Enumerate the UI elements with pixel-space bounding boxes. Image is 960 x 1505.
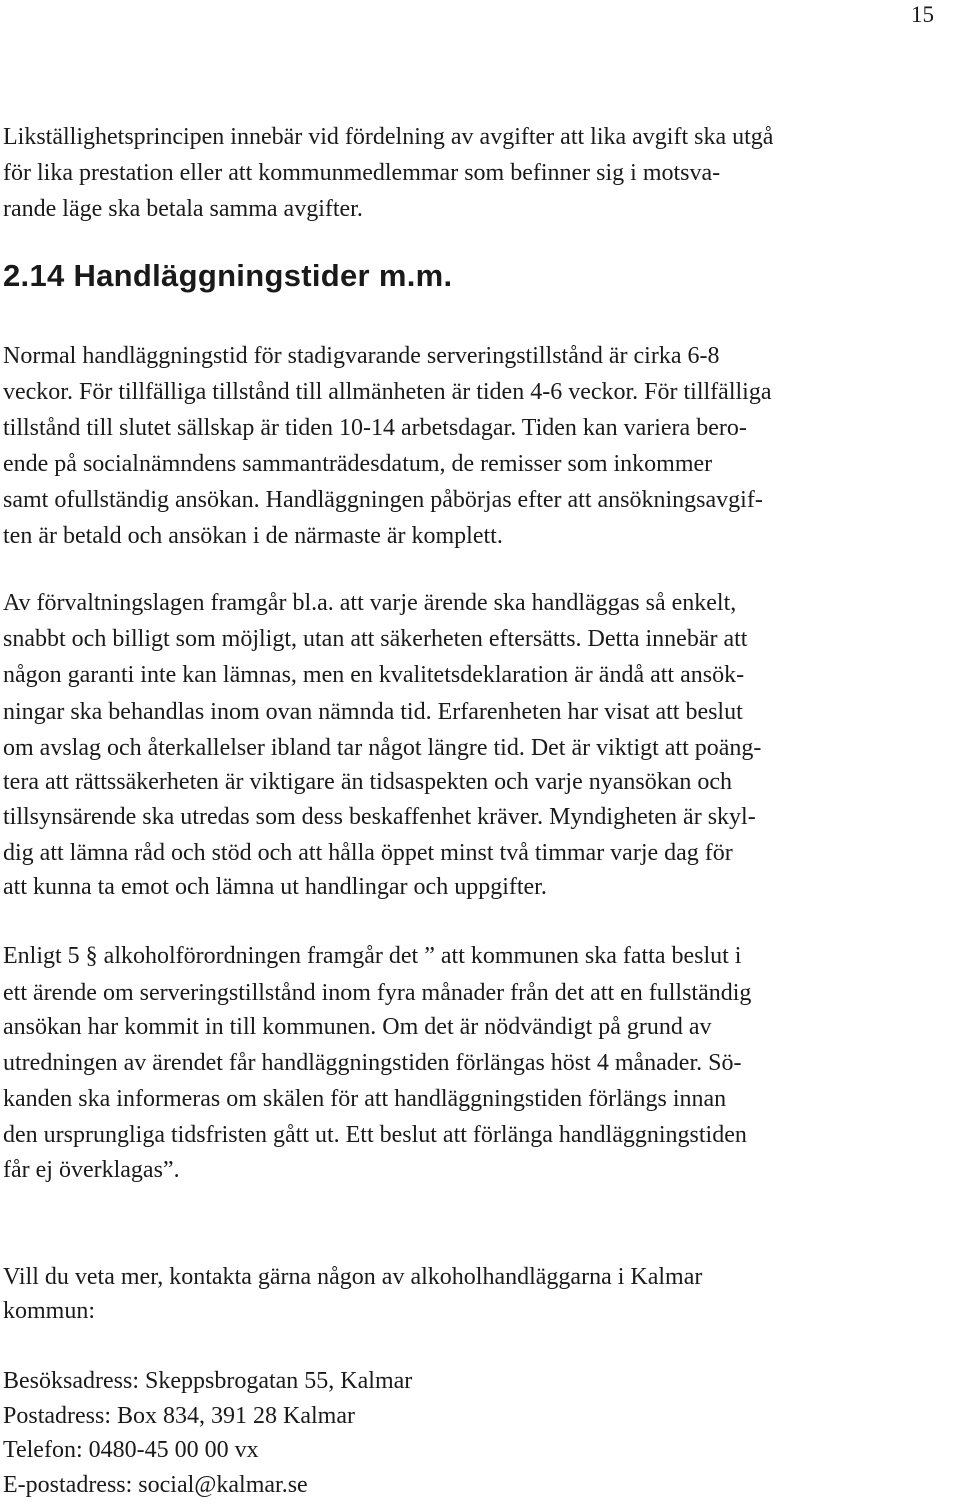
section-heading: 2.14 Handläggningstider m.m. [3, 258, 453, 293]
text-line: samt ofullständig ansökan. Handläggningen påbörjas efter att ansökningsavgif- [3, 487, 763, 513]
text-line: snabbt och billigt som möjligt, utan att säkerheten eftersätts. Detta innebär att [3, 626, 748, 652]
phone-number: Telefon: 0480-45 00 00 vx [3, 1437, 259, 1463]
text-line: ende på socialnämndens sammanträdesdatum, de remisser som inkommer [3, 451, 713, 477]
text-line: får ej överklagas”. [3, 1157, 180, 1183]
text-line: ningar ska behandlas inom ovan nämnda tid. Erfarenheten har visat att beslut [3, 699, 743, 725]
text-line: tera att rättssäkerheten är viktigare än tidsaspekten och varje nyansökan och [3, 769, 733, 795]
text-line: tillsynsärende ska utredas som dess beskaffenhet kräver. Myndigheten är skyl- [3, 804, 756, 830]
text-line: ett ärende om serveringstillstånd inom fyra månader från det att en fullständig [3, 980, 752, 1006]
text-line: att kunna ta emot och lämna ut handlingar och uppgifter. [3, 874, 547, 900]
text-line: dig att lämna råd och stöd och att hålla öppet minst två timmar varje dag för [3, 840, 733, 866]
text-line: Normal handläggningstid för stadigvarande serveringstillstånd är cirka 6-8 [3, 343, 720, 369]
text-line: den ursprungliga tidsfristen gått ut. Ett beslut att förlänga handläggningstiden [3, 1122, 747, 1148]
text-line: för lika prestation eller att kommunmedlemmar som befinner sig i motsva- [3, 160, 721, 186]
text-line: någon garanti inte kan lämnas, men en kvalitetsdeklaration är ändå att ansök- [3, 662, 745, 688]
text-line: ansökan har kommit in till kommunen. Om det är nödvändigt på grund av [3, 1014, 712, 1040]
text-line: ten är betald och ansökan i de närmaste är komplett. [3, 523, 503, 549]
text-line: tillstånd till slutet sällskap är tiden 10-14 arbetsdagar. Tiden kan variera bero- [3, 415, 747, 441]
text-line: kanden ska informeras om skälen för att handläggningstiden förlängs innan [3, 1086, 727, 1112]
text-line: Av förvaltningslagen framgår bl.a. att varje ärende ska handläggas så enkelt, [3, 590, 737, 616]
text-line: rande läge ska betala samma avgifter. [3, 196, 363, 222]
text-line: Enligt 5 § alkoholförordningen framgår det ” att kommunen ska fatta beslut i [3, 943, 742, 969]
text-line: veckor. För tillfälliga tillstånd till allmänheten är tiden 4-6 veckor. För tillfälliga [3, 379, 772, 405]
email-address: E-postadress: social@kalmar.se [3, 1472, 308, 1498]
postal-address: Postadress: Box 834, 391 28 Kalmar [3, 1403, 355, 1429]
visiting-address: Besöksadress: Skeppsbrogatan 55, Kalmar [3, 1368, 413, 1394]
page-number: 15 [911, 2, 934, 27]
text-line: Vill du veta mer, kontakta gärna någon av alkoholhandläggarna i Kalmar [3, 1264, 703, 1290]
text-line: utredningen av ärendet får handläggningstiden förlängas höst 4 månader. Sö- [3, 1050, 742, 1076]
text-line: kommun: [3, 1298, 96, 1324]
text-line: Likställighetsprincipen innebär vid fördelning av avgifter att lika avgift ska utgå [3, 124, 774, 150]
text-line: om avslag och återkallelser ibland tar något längre tid. Det är viktigt att poäng- [3, 735, 762, 761]
